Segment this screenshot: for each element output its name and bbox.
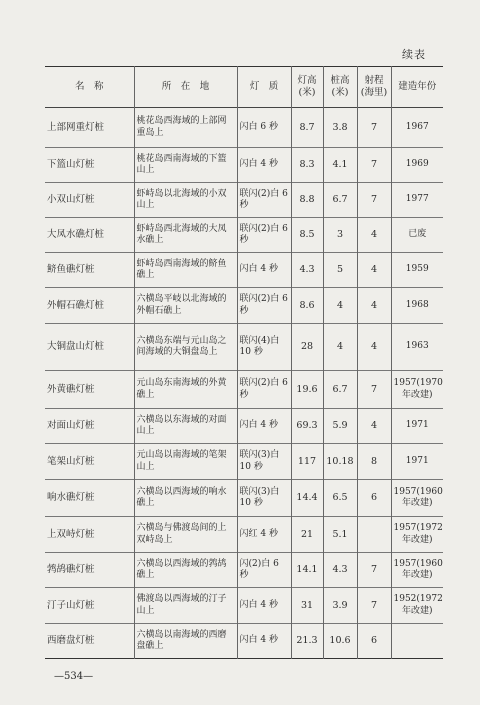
- cell-name: 小双山灯桩: [47, 194, 95, 206]
- table-row: [45, 517, 443, 553]
- cell-light-height: 14.4: [291, 480, 323, 517]
- cell-name: 对面山灯桩: [47, 420, 95, 432]
- cell-pile-height: 10.6: [323, 624, 357, 659]
- cell-light-height: 14.1: [291, 553, 323, 588]
- cell-name: 鹁鸪礁灯桩: [47, 564, 95, 576]
- cell-name: 西磨盘灯桩: [47, 635, 95, 647]
- cell-location: 桃花岛西南海域的下篮山上: [134, 148, 237, 183]
- cell-pile-height: 6.7: [323, 371, 357, 409]
- cell-pile-height: 5.1: [323, 517, 357, 553]
- table-row: [45, 108, 443, 148]
- cell-light: 联闪(3)白 10 秒: [237, 480, 291, 517]
- table-row: [45, 288, 443, 324]
- table-row: [45, 624, 443, 659]
- table-row: [45, 588, 443, 624]
- cell-light-height: 31: [291, 588, 323, 624]
- table-row: [45, 253, 443, 288]
- lighthouse-table: [45, 66, 443, 659]
- cell-light: 闪白 6 秒: [237, 108, 291, 148]
- cell-range: 7: [357, 553, 391, 588]
- table-row: [45, 480, 443, 517]
- cell-name: 大铜盘山灯桩: [47, 341, 105, 353]
- cell-location: 虾峙岛西南海域的鲚鱼礁上: [134, 253, 237, 288]
- cell-location: 六横岛以西海域的响水礁上: [134, 480, 237, 517]
- cell-name: 响水礁灯桩: [47, 492, 95, 504]
- cell-name: 大凤水礁灯桩: [47, 229, 105, 241]
- cell-light-height: 19.6: [291, 371, 323, 409]
- header-name: 名 称: [74, 81, 104, 93]
- cell-pile-height: 4: [323, 288, 357, 324]
- cell-pile-height: 3: [323, 218, 357, 253]
- cell-year: 1959: [391, 253, 443, 288]
- cell-location: 虾峙岛以北海域的小双山上: [134, 183, 237, 218]
- table-row: [45, 148, 443, 183]
- table-header-row: [45, 67, 443, 108]
- header-pile-height: 桩高(米): [323, 67, 357, 108]
- cell-light: 闪白 4 秒: [237, 588, 291, 624]
- continued-label: 续表: [402, 48, 426, 61]
- cell-year: 1969: [391, 148, 443, 183]
- cell-range: 6: [357, 624, 391, 659]
- table-row: [45, 183, 443, 218]
- table-row: [45, 444, 443, 480]
- cell-range: 4: [357, 288, 391, 324]
- cell-name: 外帽石礁灯桩: [47, 299, 105, 311]
- header-light-height: 灯高(米): [291, 67, 323, 108]
- header-light: 灯 质: [237, 67, 291, 108]
- cell-name: 上部网重灯桩: [47, 121, 105, 133]
- cell-pile-height: 4.3: [323, 553, 357, 588]
- cell-location: 六横岛以南海域的西磨盘礁上: [134, 624, 237, 659]
- cell-light-height: 21: [291, 517, 323, 553]
- cell-year: 1977: [391, 183, 443, 218]
- cell-range: 7: [357, 183, 391, 218]
- cell-range: 7: [357, 588, 391, 624]
- cell-range: 4: [357, 218, 391, 253]
- header-year: 建造年份: [391, 67, 443, 108]
- cell-location: 六横岛以东海域的对面山上: [134, 409, 237, 444]
- cell-light: 联闪(2)白 6 秒: [237, 183, 291, 218]
- cell-light: 联闪(4)白 10 秒: [237, 324, 291, 371]
- cell-light: 闪(2)白 6 秒: [237, 553, 291, 588]
- cell-range: 4: [357, 324, 391, 371]
- cell-year: 1957(1960年改建): [391, 553, 443, 588]
- cell-location: 桃花岛西海域的上部网重岛上: [134, 108, 237, 148]
- cell-pile-height: 5: [323, 253, 357, 288]
- cell-range: 4: [357, 253, 391, 288]
- cell-light-height: 4.3: [291, 253, 323, 288]
- cell-year: 1957(1970年改建): [391, 371, 443, 409]
- cell-range: 7: [357, 108, 391, 148]
- cell-light: 闪白 4 秒: [237, 148, 291, 183]
- cell-year: 1971: [391, 444, 443, 480]
- cell-name: 鲚鱼礁灯桩: [47, 264, 95, 276]
- cell-location: 元山岛以南海域的笔架山上: [134, 444, 237, 480]
- header-location: 所 在 地: [134, 67, 237, 108]
- cell-name: 汀子山灯桩: [47, 599, 95, 611]
- cell-light: 闪白 4 秒: [237, 624, 291, 659]
- cell-year: 1968: [391, 288, 443, 324]
- cell-year: 已废: [391, 218, 443, 253]
- cell-range: 7: [357, 371, 391, 409]
- cell-location: 元山岛东南海域的外黄礁上: [134, 371, 237, 409]
- cell-location: 六横岛东端与元山岛之间海域的大铜盘岛上: [134, 324, 237, 371]
- table-row: [45, 218, 443, 253]
- cell-light: 联闪(3)白 10 秒: [237, 444, 291, 480]
- cell-year: [391, 624, 443, 659]
- table-row: [45, 553, 443, 588]
- cell-light: 闪白 4 秒: [237, 409, 291, 444]
- cell-location: 佛渡岛以西海域的汀子山上: [134, 588, 237, 624]
- cell-year: 1957(1972年改建): [391, 517, 443, 553]
- cell-light-height: 117: [291, 444, 323, 480]
- cell-light-height: 8.6: [291, 288, 323, 324]
- cell-name: 下篮山灯桩: [47, 159, 95, 171]
- cell-range: 8: [357, 444, 391, 480]
- cell-light: 联闪(2)白 6 秒: [237, 371, 291, 409]
- header-range: 射程(海里): [357, 67, 391, 108]
- cell-range: 7: [357, 148, 391, 183]
- cell-location: 虾峙岛西北海域的大凤水礁上: [134, 218, 237, 253]
- cell-pile-height: 6.5: [323, 480, 357, 517]
- cell-year: 1963: [391, 324, 443, 371]
- table-row: [45, 409, 443, 444]
- cell-range: 6: [357, 480, 391, 517]
- cell-pile-height: 4.1: [323, 148, 357, 183]
- page-number: —534—: [54, 671, 94, 682]
- cell-range: [357, 517, 391, 553]
- cell-light: 联闪(2)白 6 秒: [237, 288, 291, 324]
- cell-name: 笔架山灯桩: [47, 455, 95, 467]
- cell-name: 外黄礁灯桩: [47, 383, 95, 395]
- cell-name: 上双峙灯桩: [47, 528, 95, 540]
- cell-pile-height: 10.18: [323, 444, 357, 480]
- cell-light-height: 69.3: [291, 409, 323, 444]
- table-row: [45, 371, 443, 409]
- cell-range: 4: [357, 409, 391, 444]
- cell-location: 六横岛平岐以北海域的外帽石礁上: [134, 288, 237, 324]
- cell-pile-height: 3.9: [323, 588, 357, 624]
- cell-year: 1971: [391, 409, 443, 444]
- cell-light: 闪红 4 秒: [237, 517, 291, 553]
- cell-pile-height: 4: [323, 324, 357, 371]
- cell-light-height: 8.3: [291, 148, 323, 183]
- cell-location: 六横岛与佛渡岛间的上双峙岛上: [134, 517, 237, 553]
- cell-location: 六横岛以西海域的鹁鸪礁上: [134, 553, 237, 588]
- cell-light-height: 8.7: [291, 108, 323, 148]
- cell-pile-height: 6.7: [323, 183, 357, 218]
- cell-light-height: 28: [291, 324, 323, 371]
- cell-light-height: 8.5: [291, 218, 323, 253]
- cell-year: 1952(1972年改建): [391, 588, 443, 624]
- cell-pile-height: 5.9: [323, 409, 357, 444]
- cell-light-height: 21.3: [291, 624, 323, 659]
- cell-light: 闪白 4 秒: [237, 253, 291, 288]
- table-row: [45, 324, 443, 371]
- cell-light: 联闪(2)白 6 秒: [237, 218, 291, 253]
- cell-year: 1957(1960年改建): [391, 480, 443, 517]
- cell-pile-height: 3.8: [323, 108, 357, 148]
- cell-light-height: 8.8: [291, 183, 323, 218]
- cell-year: 1967: [391, 108, 443, 148]
